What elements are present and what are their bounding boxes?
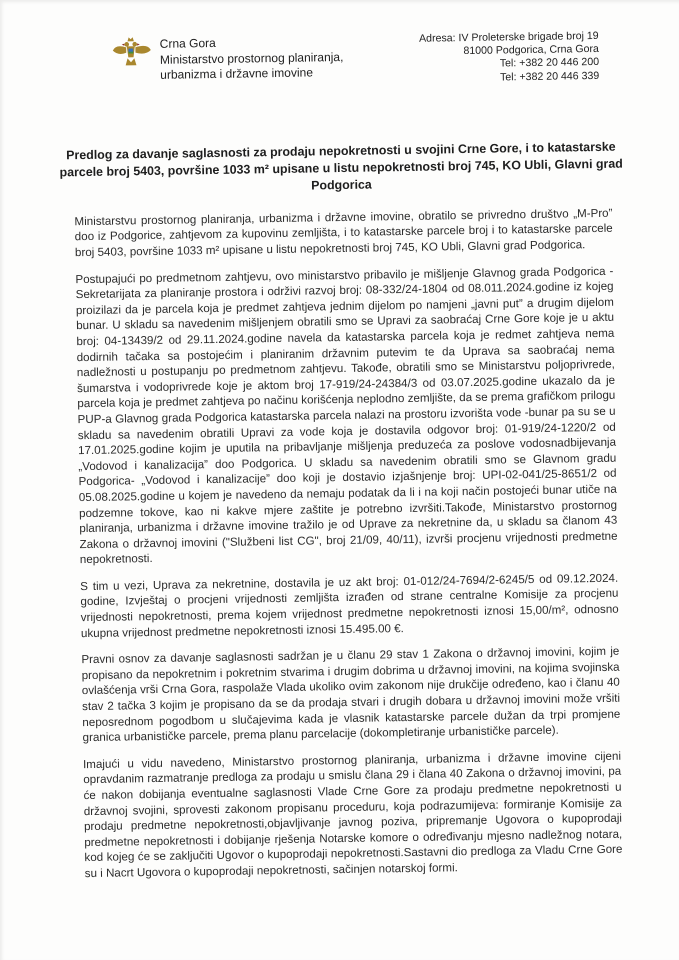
montenegro-coat-of-arms-icon <box>112 36 153 71</box>
document-title: Predlog za davanje saglasnosti za prodaju nepokretnosti u svojini Crne Gore, i to katastarske parcele broj 5403, površine 1033 m² upisane u listu nepokretnosti broj 745, KO Ubli, Glavni grad Podgorica <box>59 139 623 193</box>
org-ministry-line2: urbanizma i državne imovine <box>160 65 314 82</box>
paragraph-5: Imajući u vidu navedeno, Ministarstvo prostornog planiranja, urbanizma i državne imovine cijeni opravdanim razmatranje predloga za prodaju u smislu člana 29 i člana 40 Zakona o državnoj imovini, pa će nakon dobijanja eventualne saglasnosti Vlade Crne Gore za prodaju predmetne nepokretnosti u državnoj svojini, sprovesti zakonom propisanu proceduru, koja podrazumijeva: formiranje Komisije za prodaju predmetne nepokretnosti,objavljivanje javnog poziva, pripremanje Ugovora o kupoprodaji predmetne nepokretnosti i dobijanje rješenja Notarske komore o određivanju mjesno nadležnog notara, kod kojeg će se zaključiti Ugovor o kupoprodaji nepokretnosti.Sastavni dio predloga za Vladu Crne Gore su i Nacrt Ugovora o kupoprodaji nepokretnosti, sačinjen notarskoj formi. <box>82 749 623 881</box>
paragraph-2: Postupajući po predmetnom zahtjevu, ovo ministarstvo pribavilo je mišljenje Glavnog grada Podgorica -Sekretarijata za planiranje prostora i održivi razvoj broj: 08-332/24-1804 od 08.011.2024.godine iz kojeg proizilazi da je parcela koja je predmet zahtjeva jednim dijelom po namjeni „javni put” a drugim dijelom bunar. U skladu sa navedenim mišljenjem obratili smo se Upravi za saobraćaj Crne Gore koje je u aktu broj: 04-13439/2 od 29.11.2024.godine navela da katastarska parcela koja je redmet zahtjeva nema dodirnih tačaka sa postojećim i planiranim državnim putevim te da Uprava sa saobraćaj nema nadležnosti u postupanju po predmetnom zahtjevu. Takođe, obratili smo se Ministarstvu poljoprivrede, šumarstva i vodoprivrede koje je aktom broj 17-919/24-24384/3 od 03.07.2025.godine ukazalo da je parcela koja je predmet zahtjeva po načinu korišćenja neplodno zemljište, da se prema grafičkom prilogu PUP-a Glavnog grada Podgorica katastarska parcela nalazi na prostoru izvorišta vode -bunar pa su se u skladu sa navedenim obratili Upravi za vode koja je dostavila odgovor broj: 01-919/24-1220/2 od 17.01.2025.godine kojim je uputila na pribavljanje mišljenja preduzeća za poslove vodosnadbijevanja „Vodovod i kanalizacija” doo Podgorica. U skladu sa navedenim obratili smo se Glavnom gradu Podgorica- „Vodovod i kanalizacije” doo koji je dostavio izjašnjenje broj: UPI-02-041/25-8651/2 od 05.08.2025.godine u kojem je navedeno da nemaju podatak da li i na koji način postojeći bunar utiče na podzemne tokove, kao ni kakve mjere zaštite je potrebno izvršiti.Takođe, Ministarstvo prostornog planiranja, urbanizma i državne imovine tražilo je od Uprave za nekretnine da, u skladu sa članom 43 Zakona o državnoj imovini ("Službeni list CG", broj 21/09, 40/11), izvrši procjenu vrijednosti predmetne nepokretnosti. <box>75 264 618 567</box>
org-country: Crna Gora <box>159 35 216 51</box>
paragraph-3: S tim u vezi, Uprava za nekretnine, dostavila je uz akt broj: 01-012/24-7694/2-6245/5 od 09.12.2024. godine, Izvještaj o procjeni vrijednosti zemljišta izrađen od strane centralne Komisije za procjenu vrijednosti nepokretnosti, prema kojem vrijednost predmetne nepokretnosti iznosi 15,00/m², odnosno ukupna vrijednost predmetne nepokretnosti iznosi 15.495.00 €. <box>80 571 619 640</box>
document-body <box>74 206 622 882</box>
contact-block <box>419 28 599 86</box>
paragraph-4: Pravni osnov za davanje saglasnosti sadržan je u članu 29 stav 1 Zakona o državnoj imovini, kojim je propisano da nepokretnim i pokretnim stvarima i drugim dobrima u državnoj imovini, na kojima svojinska ovlašćenja vrši Crna Gora, raspolaže Vlada ukoliko ovim zakonom nije drukčije određeno, kao i članu 40 stav 2 tačka 3 kojim je propisano da se da prodaja stvari i drugih dobara u državnoj imovini može vršiti neposrednom pogodbom u slučajevima kada je vlasnik katastarske parcele dužan da trpi promjene granica urbanističke parcele, prema planu parcelacije (dokompletiranje urbanističke parcele). <box>81 644 621 745</box>
phone-line2: Tel: +382 20 446 339 <box>499 69 600 84</box>
phone-line1: Tel: +382 20 446 200 <box>499 56 600 70</box>
org-ministry-line1: Ministarstvo prostornog planiranja, <box>159 49 344 67</box>
ministry-identity-block <box>112 32 344 84</box>
address-line1: Adresa: IV Proleterske brigade broj 19 <box>418 29 599 45</box>
letterhead <box>0 0 679 92</box>
paragraph-1: Ministarstvu prostornog planiranja, urbanizma i državne imovine, obratilo se privredno društvo „M-Pro” doo iz Podgorice, zahtjevom za kupovinu zemljišta, i to katastarske parcele broj i to katastarske parcele broj 5403, površine 1033 m² upisane u listu nepokretnosti broj 745, KO Ubli, Glavni grad Podgorica. <box>74 206 613 260</box>
address-line2: 81000 Podgorica, Crna Gora <box>463 43 599 58</box>
